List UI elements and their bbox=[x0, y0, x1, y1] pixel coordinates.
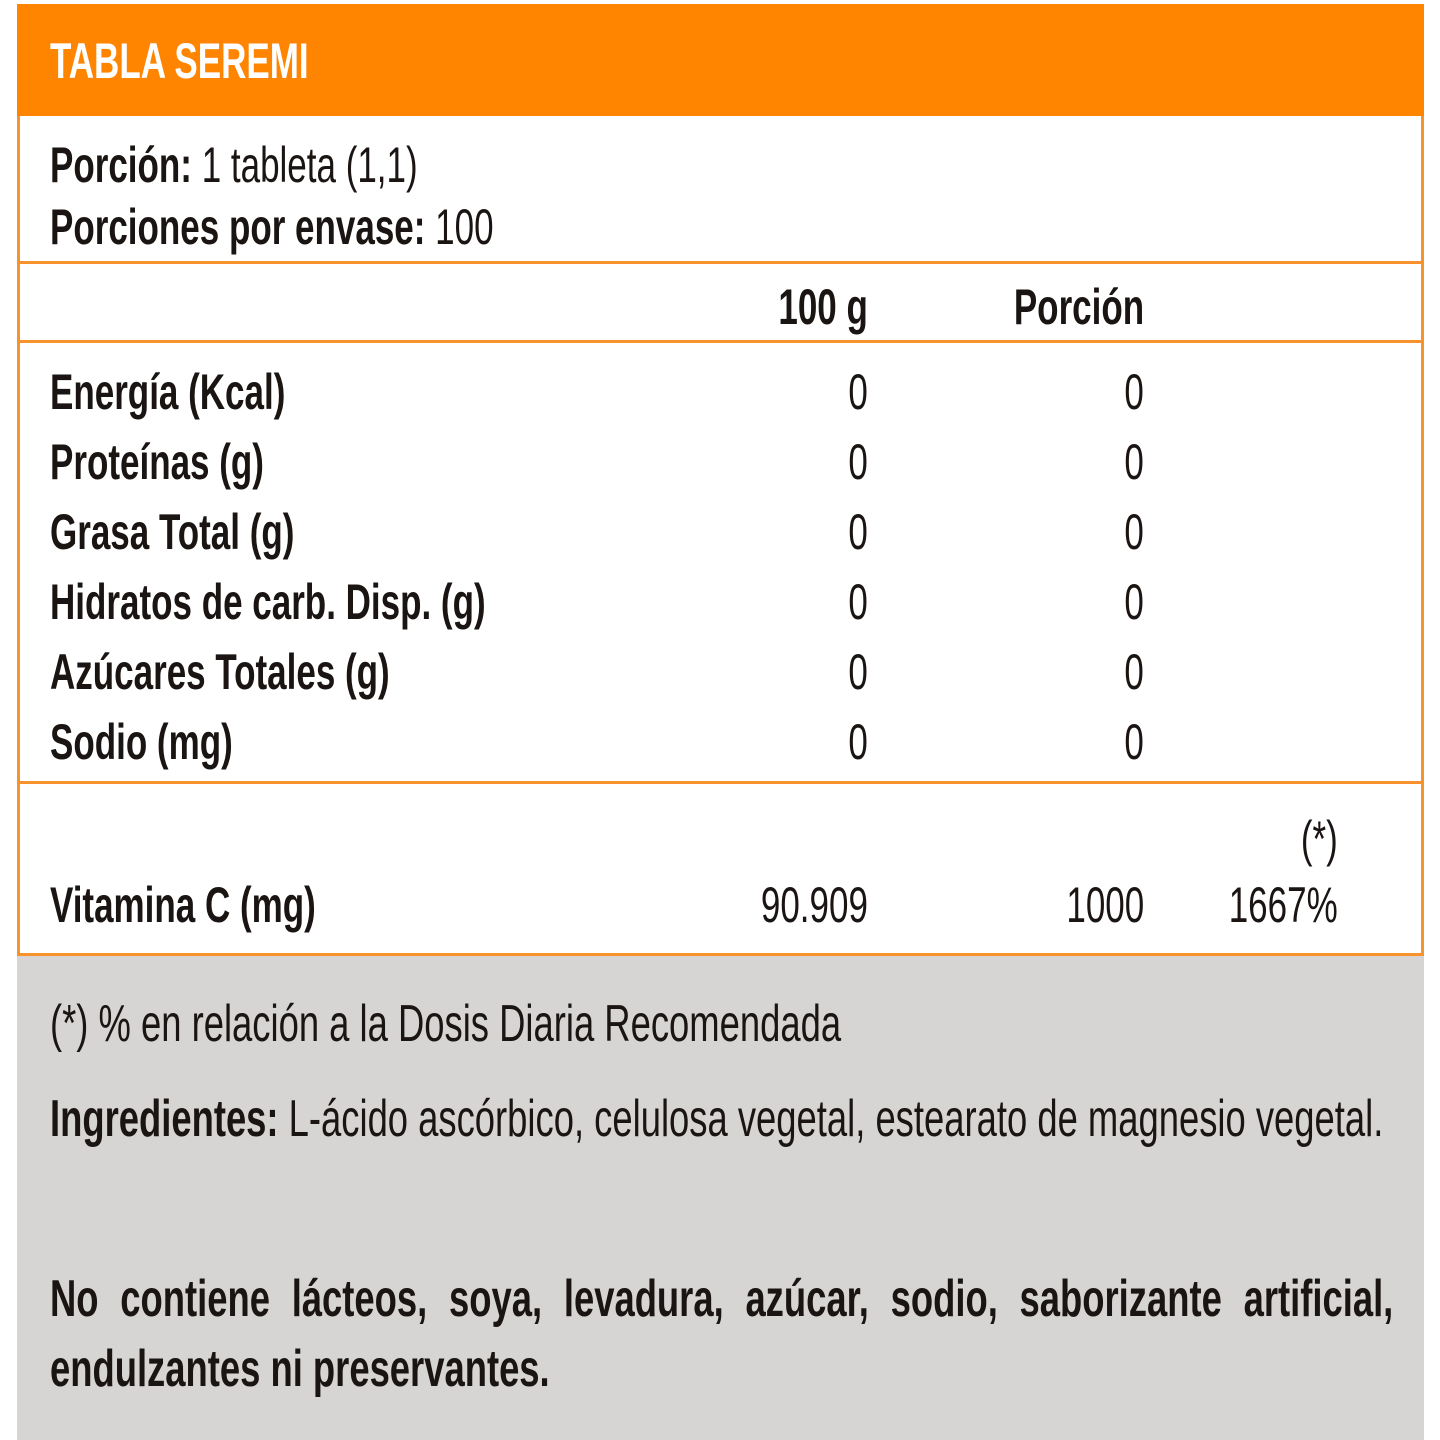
vitamin-percent-dv: 1667% bbox=[1229, 877, 1338, 933]
disclaimer-text: No contiene lácteos, soya, levadura, azúcar, sodio, saborizante artificial, endulzantes ni preservantes. bbox=[50, 1270, 1394, 1398]
portion-label: Porción: bbox=[50, 137, 192, 193]
nutrient-name: Proteínas (g) bbox=[50, 434, 264, 490]
nutrient-name: Grasa Total (g) bbox=[50, 504, 295, 560]
column-header-row bbox=[17, 264, 1424, 340]
nutrient-name: Energía (Kcal) bbox=[50, 364, 286, 420]
nutrient-per-100g: 0 bbox=[848, 574, 868, 630]
nutrient-per-portion: 0 bbox=[1124, 714, 1144, 770]
disclaimer bbox=[50, 1264, 1393, 1404]
nutrient-per-100g: 0 bbox=[848, 434, 868, 490]
nutrient-per-portion: 0 bbox=[1124, 364, 1144, 420]
label-title: TABLA SEREMI bbox=[50, 33, 309, 89]
nutrient-per-100g: 0 bbox=[848, 714, 868, 770]
nutrient-per-portion: 0 bbox=[1124, 434, 1144, 490]
column-header-portion: Porción bbox=[1013, 279, 1144, 335]
nutrient-per-100g: 0 bbox=[848, 644, 868, 700]
portion-value: 1 tableta (1,1) bbox=[201, 137, 418, 193]
nutrition-label bbox=[17, 4, 1424, 1440]
per-container-value: 100 bbox=[435, 199, 494, 255]
nutrient-name: Sodio (mg) bbox=[50, 714, 233, 770]
per-container-line bbox=[50, 199, 494, 255]
nutrient-per-portion: 0 bbox=[1124, 504, 1144, 560]
vitamin-per-100g: 90.909 bbox=[760, 877, 868, 933]
portion-line bbox=[50, 137, 418, 193]
nutrient-per-portion: 0 bbox=[1124, 574, 1144, 630]
nutrient-per-portion: 0 bbox=[1124, 644, 1144, 700]
ingredients-label: Ingredientes: bbox=[50, 1090, 279, 1148]
ingredients-text: L-ácido ascórbico, celulosa vegetal, estearato de magnesio vegetal. bbox=[288, 1090, 1384, 1148]
vitamin-name: Vitamina C (mg) bbox=[50, 877, 316, 933]
per-container-label: Porciones por envase: bbox=[50, 199, 426, 255]
footer-section bbox=[17, 956, 1424, 1440]
column-header-100g: 100 g bbox=[778, 279, 868, 335]
nutrient-name: Hidratos de carb. Disp. (g) bbox=[50, 574, 486, 630]
vitamin-per-portion: 1000 bbox=[1066, 877, 1144, 933]
nutrient-name: Azúcares Totales (g) bbox=[50, 644, 390, 700]
nutrient-per-100g: 0 bbox=[848, 504, 868, 560]
nutrients-section bbox=[17, 343, 1424, 781]
ingredients bbox=[50, 1084, 1393, 1154]
nutrient-per-100g: 0 bbox=[848, 364, 868, 420]
footnote: (*) % en relación a la Dosis Diaria Recomendada bbox=[50, 995, 842, 1053]
percent-dv-marker: (*) bbox=[1301, 811, 1338, 867]
serving-section bbox=[17, 116, 1424, 262]
vitamin-section bbox=[17, 784, 1424, 954]
label-header bbox=[17, 4, 1424, 116]
